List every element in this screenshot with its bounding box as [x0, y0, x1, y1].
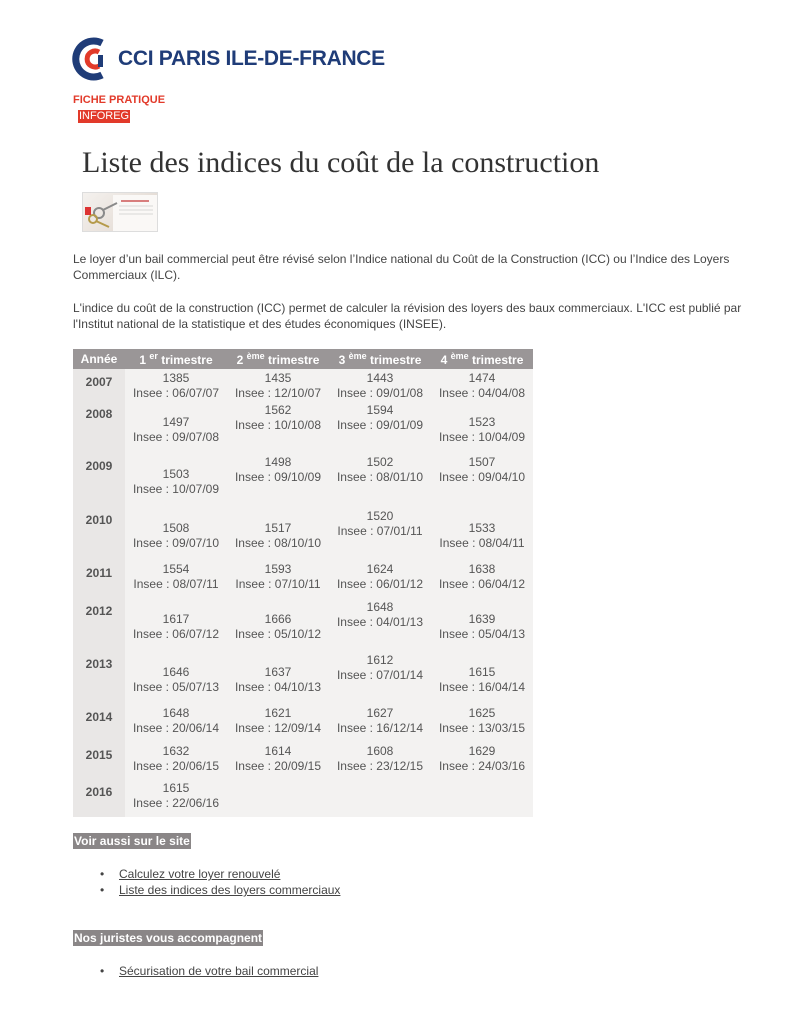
category-label: FICHE PRATIQUE [73, 94, 166, 106]
header-q4: 4 $^{ème}$ trimestre [431, 349, 533, 369]
insee-date: Insee : 13/03/15 [438, 721, 526, 735]
table-row [73, 651, 533, 704]
table-header-row [73, 349, 533, 369]
index-value: 1497 [162, 415, 190, 429]
header-year: Année [73, 349, 125, 369]
insee-date: Insee : 06/07/12 [132, 627, 220, 641]
table-row [73, 704, 533, 742]
list-item [100, 963, 318, 979]
index-value: 1615 [162, 781, 190, 795]
index-cell [431, 742, 533, 779]
index-value: 1646 [162, 665, 190, 679]
table-row [73, 453, 533, 507]
index-value: 1648 [162, 706, 190, 720]
list-item [100, 866, 340, 882]
table-row [73, 742, 533, 779]
index-cell [329, 401, 431, 453]
index-cell [431, 369, 533, 401]
index-cell [431, 704, 533, 742]
index-value: 1614 [264, 744, 292, 758]
index-cell [329, 560, 431, 598]
insee-date: Insee : 06/04/12 [438, 577, 526, 591]
index-cell [329, 704, 431, 742]
index-cell [329, 742, 431, 779]
insee-date: Insee : 22/06/16 [132, 796, 220, 810]
insee-date: Insee : 10/04/09 [438, 430, 526, 444]
index-cell [431, 507, 533, 560]
index-value: 1474 [468, 371, 496, 385]
index-cell [125, 704, 227, 742]
intro-paragraph-1: Le loyer d’un bail commercial peut être révisé selon l’Indice national du Coût de la Construction (ICC) ou l’Indice des Loyers Commerciaux (ILC). [73, 252, 730, 282]
year-cell: 2007 [73, 369, 125, 401]
table-row [73, 598, 533, 651]
index-value: 1523 [468, 415, 496, 429]
index-value: 1617 [162, 612, 190, 626]
insee-date: Insee : 09/01/08 [336, 386, 424, 400]
insee-date: Insee : 20/06/14 [132, 721, 220, 735]
index-value: 1615 [468, 665, 496, 679]
index-cell [125, 401, 227, 453]
index-value: 1562 [264, 403, 292, 417]
index-cell [227, 560, 329, 598]
insee-date: Insee : 12/09/14 [234, 721, 322, 735]
index-cell [125, 742, 227, 779]
index-value: 1608 [366, 744, 394, 758]
index-cell [227, 704, 329, 742]
insee-date: Insee : 10/10/08 [234, 418, 322, 432]
cci-logo-icon [72, 35, 112, 83]
index-cell [227, 453, 329, 507]
index-value: 1612 [366, 653, 394, 667]
year-cell: 2016 [73, 779, 125, 817]
insee-date: Insee : 08/01/10 [336, 470, 424, 484]
list-item [100, 882, 340, 898]
index-value: 1624 [366, 562, 394, 576]
insee-date: Insee : 07/01/11 [337, 524, 423, 538]
insee-date: Insee : 23/12/15 [336, 759, 424, 773]
index-value: 1385 [162, 371, 190, 385]
index-cell [125, 779, 227, 817]
index-value: 1443 [366, 371, 394, 385]
index-value: 1639 [468, 612, 496, 626]
index-cell [227, 742, 329, 779]
insee-date: Insee : 08/07/11 [133, 577, 219, 591]
table-row [73, 560, 533, 598]
link-commercial-rent-indices[interactable]: Liste des indices des loyers commerciaux [119, 883, 341, 897]
insee-date: Insee : 05/07/13 [132, 680, 220, 694]
year-cell: 2012 [73, 598, 125, 651]
year-cell: 2015 [73, 742, 125, 779]
year-cell: 2013 [73, 651, 125, 704]
cci-logo[interactable] [72, 34, 385, 84]
index-value: 1517 [264, 521, 292, 535]
header-q3: 3 $^{ème}$ trimestre [329, 349, 431, 369]
year-cell: 2008 [73, 401, 125, 453]
insee-date: Insee : 07/01/14 [336, 668, 424, 682]
index-cell [227, 598, 329, 651]
link-secure-lease[interactable]: Sécurisation de votre bail commercial [119, 964, 319, 978]
index-value: 1638 [468, 562, 496, 576]
insee-date: Insee : 20/06/15 [132, 759, 220, 773]
index-value: 1666 [264, 612, 292, 626]
index-value: 1498 [264, 455, 292, 469]
link-calculate-rent[interactable]: Calculez votre loyer renouvelé [119, 867, 281, 881]
index-value: 1625 [468, 706, 496, 720]
insee-date: Insee : 20/09/15 [234, 759, 322, 773]
index-cell [227, 779, 329, 817]
index-value: 1503 [162, 467, 190, 481]
jurists-heading: Nos juristes vous accompagnent [74, 931, 263, 945]
insee-date: Insee : 06/07/07 [132, 386, 220, 400]
see-also-heading: Voir aussi sur le site [74, 834, 190, 848]
insee-date: Insee : 09/01/09 [336, 418, 424, 432]
index-value: 1508 [162, 521, 190, 535]
insee-date: Insee : 08/10/10 [234, 536, 322, 550]
insee-date: Insee : 24/03/16 [438, 759, 526, 773]
jurists-links [100, 963, 318, 979]
index-cell [125, 651, 227, 704]
index-cell [431, 651, 533, 704]
insee-date: Insee : 10/07/09 [132, 482, 220, 496]
table-row [73, 401, 533, 453]
index-cell [431, 779, 533, 817]
index-cell [329, 369, 431, 401]
index-value: 1507 [468, 455, 496, 469]
index-cell [329, 598, 431, 651]
index-value: 1435 [264, 371, 292, 385]
index-cell [329, 651, 431, 704]
year-cell: 2011 [73, 560, 125, 598]
index-cell [125, 507, 227, 560]
header-q2: 2 $^{ème}$ trimestre [227, 349, 329, 369]
index-value: 1621 [264, 706, 292, 720]
inforeg-tag[interactable]: INFOREG [79, 110, 130, 122]
year-cell: 2010 [73, 507, 125, 560]
index-value: 1554 [162, 562, 190, 576]
index-value: 1632 [162, 744, 190, 758]
index-cell [125, 453, 227, 507]
index-cell [431, 401, 533, 453]
table-row [73, 369, 533, 401]
index-cell [125, 369, 227, 401]
index-cell [329, 779, 431, 817]
index-cell [431, 598, 533, 651]
index-value: 1627 [366, 706, 394, 720]
insee-date: Insee : 04/10/13 [234, 680, 322, 694]
table-row [73, 779, 533, 817]
index-value: 1593 [264, 562, 292, 576]
index-cell [431, 453, 533, 507]
insee-date: Insee : 07/10/11 [235, 577, 321, 591]
insee-date: Insee : 16/04/14 [438, 680, 526, 694]
index-value: 1520 [366, 509, 394, 523]
index-cell [227, 507, 329, 560]
icc-table [73, 349, 533, 817]
insee-date: Insee : 09/07/10 [132, 536, 220, 550]
lease-document-thumbnail [82, 192, 158, 232]
insee-date: Insee : 05/10/12 [234, 627, 322, 641]
index-cell [329, 507, 431, 560]
year-cell: 2009 [73, 453, 125, 507]
index-cell [125, 560, 227, 598]
insee-date: Insee : 12/10/07 [234, 386, 322, 400]
keys-on-lease-image [83, 193, 157, 231]
index-cell [125, 598, 227, 651]
logo-text: CCI PARIS ILE-DE-FRANCE [118, 47, 385, 70]
index-cell [227, 651, 329, 704]
index-value: 1594 [366, 403, 394, 417]
insee-date: Insee : 09/10/09 [234, 470, 322, 484]
year-cell: 2014 [73, 704, 125, 742]
index-value: 1533 [468, 521, 496, 535]
index-cell [431, 560, 533, 598]
table-row [73, 507, 533, 560]
index-cell [329, 453, 431, 507]
index-value: 1629 [468, 744, 496, 758]
insee-date: Insee : 09/04/10 [438, 470, 526, 484]
index-value: 1648 [366, 600, 394, 614]
insee-date: Insee : 04/01/13 [336, 615, 424, 629]
index-value: 1502 [366, 455, 394, 469]
insee-date: Insee : 05/04/13 [438, 627, 526, 641]
insee-date: Insee : 08/04/11 [439, 536, 525, 550]
page-title: Liste des indices du coût de la construction [82, 146, 600, 179]
insee-date: Insee : 16/12/14 [336, 721, 424, 735]
index-cell [227, 401, 329, 453]
header-q1: 1 $^{er}$ trimestre [125, 349, 227, 369]
insee-date: Insee : 06/01/12 [336, 577, 424, 591]
insee-date: Insee : 04/04/08 [438, 386, 526, 400]
see-also-links [100, 866, 340, 898]
insee-date: Insee : 09/07/08 [132, 430, 220, 444]
index-value: 1637 [264, 665, 292, 679]
index-cell [227, 369, 329, 401]
intro-paragraph-2: L'indice du coût de la construction (ICC) permet de calculer la révision des loyers des baux commerciaux. L'ICC est publié par l'Institut national de la statistique et des études économiques (INSEE). [73, 301, 742, 331]
